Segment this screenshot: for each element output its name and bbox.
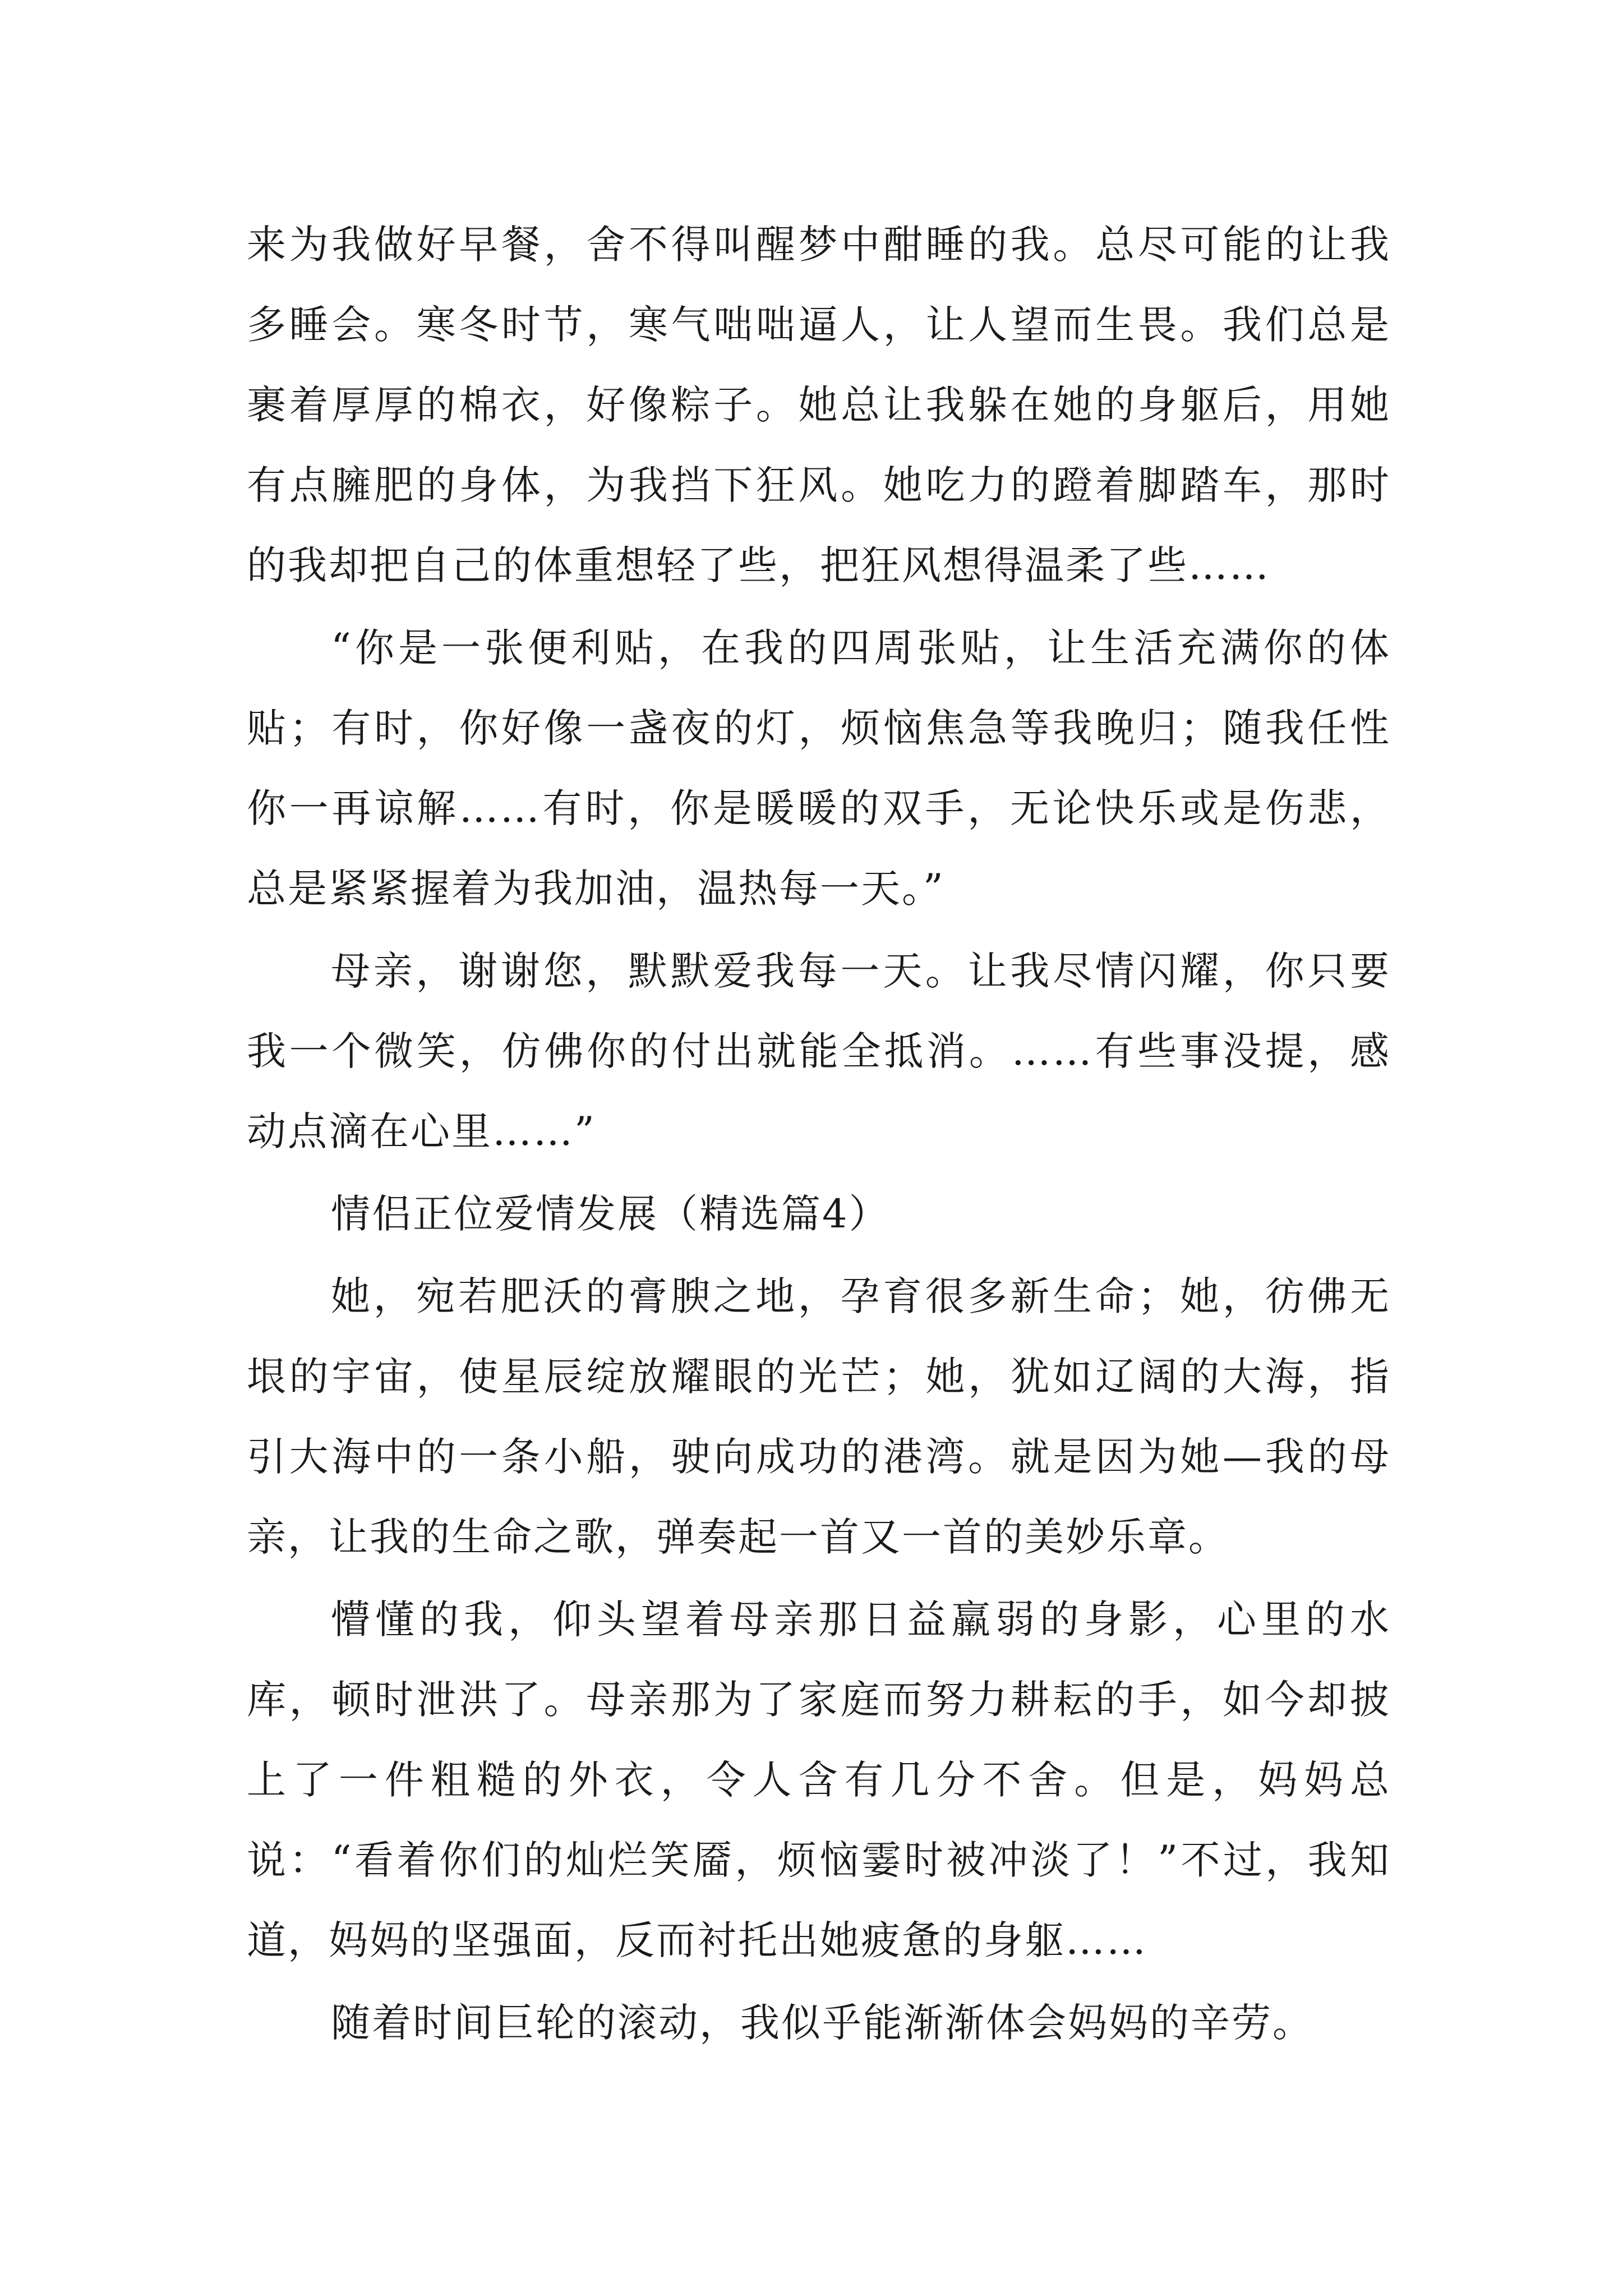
paragraph-3: 母亲，谢谢您，默默爱我每一天。让我尽情闪耀，你只要我一个微笑，仿佛你的付出就能全抵消。……有些事没提，感动点滴在心里……” bbox=[247, 948, 1391, 1154]
paragraph-6: 随着时间巨轮的滚动，我似乎能渐渐体会妈妈的辛劳。 bbox=[331, 2000, 1313, 2046]
paragraph-2-quote: “你是一张便利贴，在我的四周张贴，让生活充满你的体贴；有时，你好像一盏夜的灯，烦恼焦急等我晚归；随我任性你一再谅解……有时，你是暖暖的双手，无论快乐或是伤悲，总是紧紧握着为我加油，温热每一天。” bbox=[247, 625, 1391, 912]
paragraph-5: 懵懂的我，仰头望着母亲那日益羸弱的身影，心里的水库，顿时泄洪了。母亲那为了家庭而努力耕耘的手，如今却披上了一件粗糙的外衣，令人含有几分不舍。但是，妈妈总说：“看着你们的灿烂笑靥，烦恼霎时被冲淡了！”不过，我知道，妈妈的坚强面，反而衬托出她疲惫的身躯…… bbox=[247, 1596, 1391, 1963]
paragraph-4: 她，宛若肥沃的膏腴之地，孕育很多新生命；她，彷佛无垠的宇宙，使星辰绽放耀眼的光芒；她，犹如辽阔的大海，指引大海中的一条小船，驶向成功的港湾。就是因为她—我的母亲，让我的生命之歌，弹奏起一首又一首的美妙乐章。 bbox=[247, 1273, 1391, 1560]
paragraph-1: 来为我做好早餐，舍不得叫醒梦中酣睡的我。总尽可能的让我多睡会。寒冬时节，寒气咄咄逼人，让人望而生畏。我们总是裹着厚厚的棉衣，好像粽子。她总让我躲在她的身躯后，用她有点臃肥的身体，为我挡下狂风。她吃力的蹬着脚踏车，那时的我却把自己的体重想轻了些，把狂风想得温柔了些…… bbox=[247, 222, 1391, 588]
document-body bbox=[247, 205, 1391, 2065]
section-heading: 情侣正位爱情发展（精选篇4） bbox=[331, 1191, 890, 1237]
